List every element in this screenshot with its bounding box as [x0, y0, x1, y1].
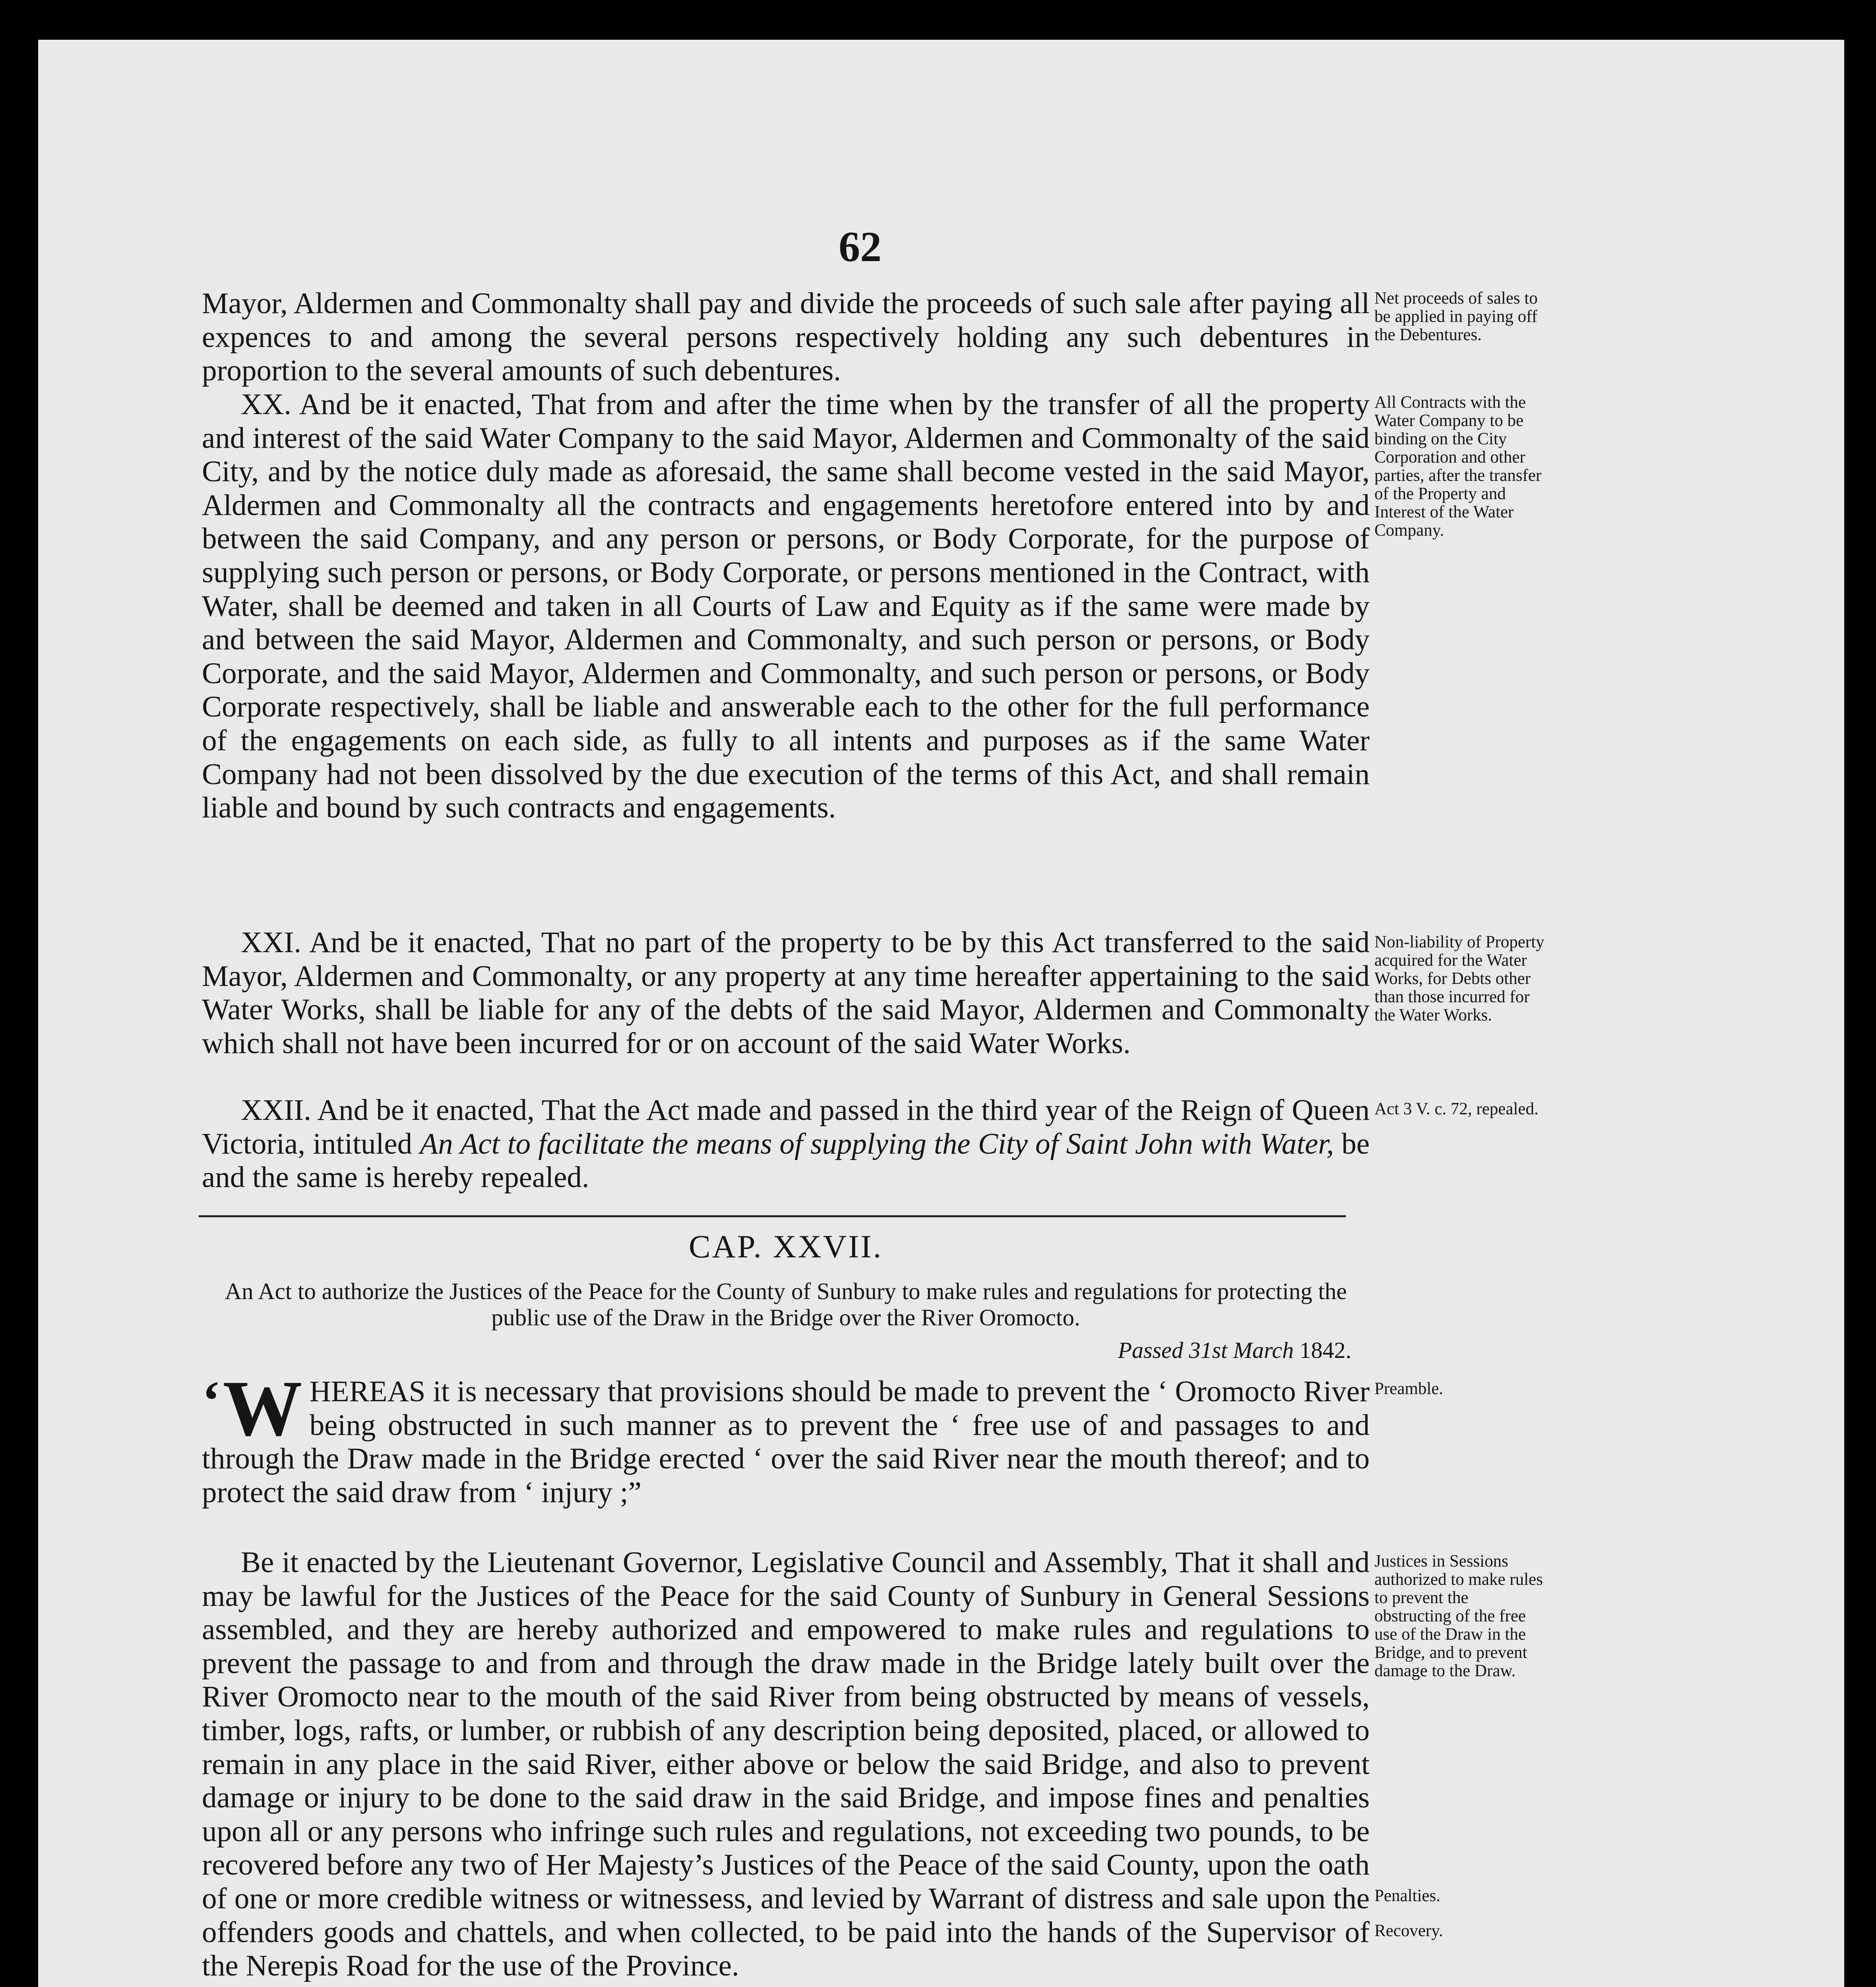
cap-xxvii-title: An Act to authorize the Justices of the Peace for the County of Sunbury to make rules and regulations for protecting the public use of the Draw in the Bridge over the River Oromocto. [225, 1278, 1347, 1330]
intro-paragraph: Mayor, Aldermen and Commonalty shall pay and divide the proceeds of such sale after paying all expences to and among the several persons respectively holding any such debentures in proportion to the several amounts of such debentures. [202, 287, 1370, 387]
cap-xxvii-passed-line [1073, 1337, 1351, 1363]
cap-xxvii-enacting-paragraph: Be it enacted by the Lieutenant Governor, Legislative Council and Assembly, That it shall and may be lawful for the Justices of the Peace for the said County of Sunbury in General Sessions assembled, and they are hereby authorized and empowered to make rules and regulations to prevent the passage to and from and through the draw made in the Bridge lately built over the River Oromocto near to the mouth of the said River from being obstructed by means of vessels, timber, logs, rafts, or lumber, or rubbish of any description being deposited, placed, or allowed to remain in any place in the said River, either above or below the said Bridge, and also to prevent damage or injury to be done to the said draw in the said Bridge, and impose fines and penalties upon all or any persons who infringe such rules and regulations, not exceeding two pounds, to be recovered before any two of Her Majesty’s Justices of the Peace of the said County, upon the oath of one or more credible witness or witnessess, and levied by Warrant of distress and sale upon the offenders goods and chattels, and when collected, to be paid into the hands of the Supervisor of the Nerepis Road for the use of the Province. [202, 1546, 1370, 1983]
section-xxii-text-before: XXII. And be it enacted, That the Act made and passed in the third year of the Reign of Queen Victoria, intituled [202, 1094, 1370, 1160]
preamble-margin-note: Preamble. [1374, 1379, 1444, 1398]
penalties-margin-note: Penalties. [1374, 1886, 1440, 1905]
intro-margin-note: Net proceeds of sales to be applied in paying off the Debentures. [1374, 289, 1538, 344]
divider-rule [199, 1215, 1346, 1217]
page-number: 62 [839, 223, 882, 271]
section-xxii-act-title: An Act to facilitate the means of supplying the City of Saint John with Water, [420, 1127, 1334, 1160]
enacting-margin-note: Justices in Sessions authorized to make rules to prevent the obstructing of the free use of the Draw in the Bridge, and to prevent damage to the Draw. [1374, 1552, 1543, 1680]
section-xxi-margin-note: Non-liability of Property acquired for the Water Works, for Debts other than those incurred for the Water Works. [1374, 933, 1545, 1024]
section-xxii-text-after: be and the same is hereby repealed. [202, 1127, 1370, 1194]
section-xx-paragraph: XX. And be it enacted, That from and after the time when by the transfer of all the property and interest of the said Water Company to the said Mayor, Aldermen and Commonalty of the said City, and by the notice duly made as aforesaid, the same shall become vested in the said Mayor, Aldermen and Commonalty all the contracts and engagements heretofore entered into by and between the said Company, and any person or persons, or Body Corporate, for the purpose of supplying such person or persons, or Body Corporate, or persons mentioned in the Contract, with Water, shall be deemed and taken in all Courts of Law and Equity as if the same were made by and between the said Mayor, Aldermen and Commonalty, and such person or persons, or Body Corporate, and the said Mayor, Aldermen and Commonalty, and such person or persons, or Body Corporate respectively, shall be liable and answerable each to the other for the full performance of the engagements on each side, as fully to all intents and purposes as if the same Water Company had not been dissolved by the due execution of the terms of this Act, and shall remain liable and bound by such contracts and engagements. [202, 388, 1370, 825]
cap-xxvii-passed-label: Passed [1118, 1337, 1183, 1363]
section-xx-margin-note: All Contracts with the Water Company to be binding on the City Corporation and other parties, after the transfer of the Property and Interest of the Water Company. [1374, 393, 1542, 540]
cap-xxvii-preamble [202, 1365, 1370, 1509]
cap-xxvii-passed-date: 31st March [1189, 1337, 1294, 1363]
section-xxii-margin-note: Act 3 V. c. 72, repealed. [1374, 1100, 1539, 1118]
cap-xxvii-passed-year: 1842. [1299, 1337, 1351, 1363]
preamble-open-quote: ‘ [202, 1370, 221, 1431]
preamble-text: HEREAS it is necessary that provisions should be made to prevent the ‘ Oromocto River being obstructed in such manner as to prevent the ‘ free use of and passages to and through the Draw made in the Bridge erected ‘ over the said River near the mouth thereof; and to protect the said draw from ‘ injury ;” [202, 1375, 1370, 1509]
section-xxii-paragraph [202, 1094, 1370, 1195]
section-xxi-paragraph: XXI. And be it enacted, That no part of the property to be by this Act transferred to the said Mayor, Aldermen and Commonalty, or any property at any time hereafter appertaining to the said Water Works, shall be liable for any of the debts of the said Mayor, Aldermen and Commonalty which shall not have been incurred for or on account of the said Water Works. [202, 926, 1370, 1060]
preamble-drop-cap: W [223, 1365, 302, 1452]
recovery-margin-note: Recovery. [1374, 1921, 1443, 1940]
cap-xxvii-heading: CAP. XXVII. [688, 1228, 883, 1265]
